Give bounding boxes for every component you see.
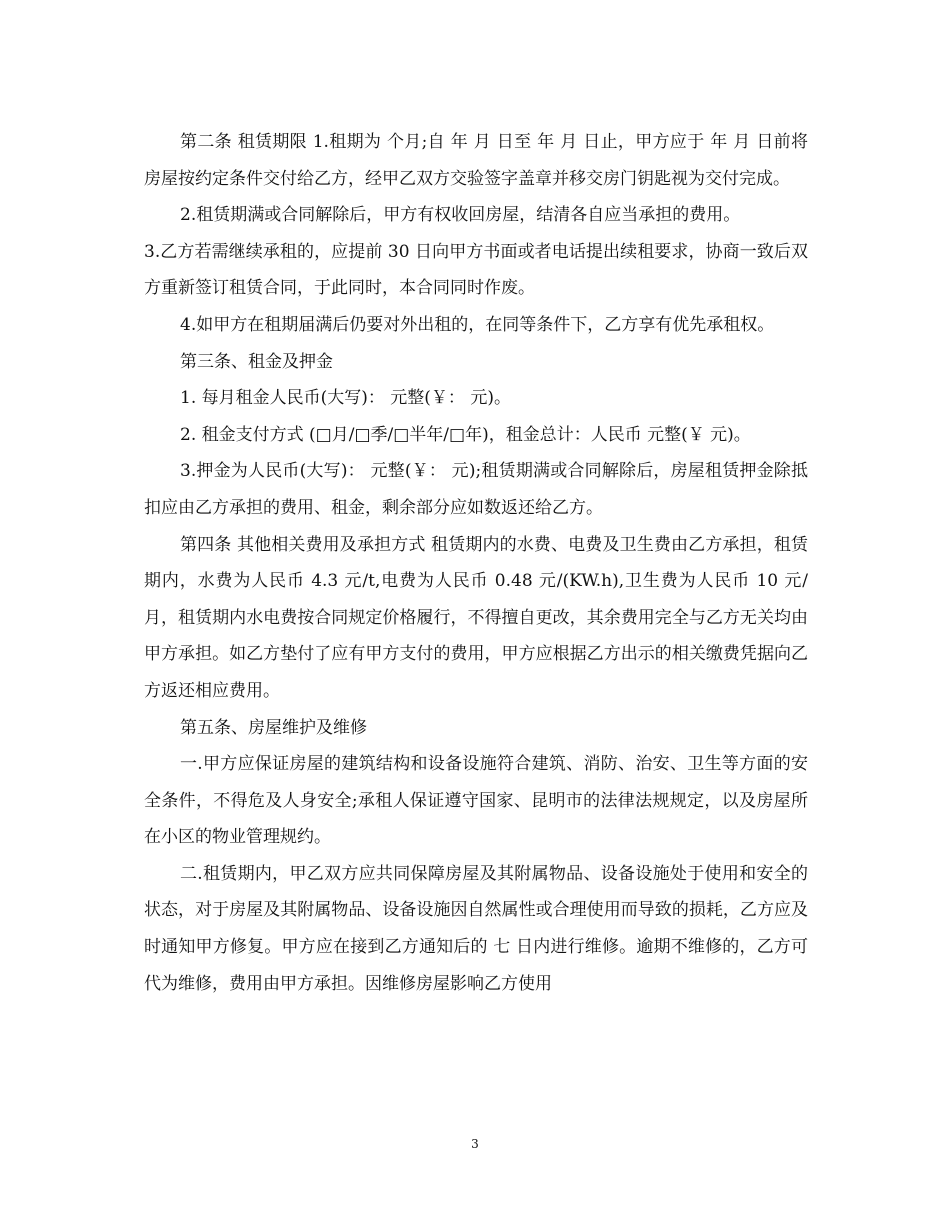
page-number: 3: [471, 1137, 479, 1151]
heading-article-3: 第三条、租金及押金: [180, 351, 333, 372]
paragraph-article-3-item-1: 1. 每月租金人民币(大写)： 元整(￥： 元)。: [180, 388, 511, 409]
paragraph-article-3-item-3: 3.押金为人民币(大写)： 元整(￥： 元);租赁期满或合同解除后，房屋租赁押金除抵扣应由乙方承担的费用、租金，剩余部分应如数返还给乙方。: [144, 461, 808, 518]
paragraph-article-2-term: 第二条 租赁期限 1.租期为 个月;自 年 月 日至 年 月 日止，甲方应于 年 月 日前将房屋按约定条件交付给乙方，经甲乙双方交验签字盖章并移交房门钥匙视为交付完成。: [144, 132, 808, 189]
paragraph-article-2-item-4: 4.如甲方在租期届满后仍要对外出租的，在同等条件下，乙方享有优先承租权。: [180, 314, 775, 335]
paragraph-article-2-item-2: 2.租赁期满或合同解除后，甲方有权收回房屋，结清各自应当承担的费用。: [180, 205, 741, 226]
paragraph-article-3-item-2: 2. 租金支付方式 (□月/□季/□半年/□年)，租金总计：人民币 元整(￥ 元)。: [180, 424, 751, 445]
paragraph-article-5-item-1: 一.甲方应保证房屋的建筑结构和设备设施符合建筑、消防、治安、卫生等方面的安全条件，不得危及人身安全;承租人保证遵守国家、昆明市的法律法规规定，以及房屋所在小区的物业管理规约。: [144, 754, 808, 848]
paragraph-article-4: 第四条 其他相关费用及承担方式 租赁期内的水费、电费及卫生费由乙方承担，租赁期内，水费为人民币 4.3 元/t,电费为人民币 0.48 元/(KW.h),卫生费为人民币 10 元/月，租赁期内水电费按合同规定价格履行，不得擅自更改，其余费用完全与乙方无关均由甲方承担。如乙方垫付了应有甲方支付的费用，甲方应根据乙方出示的相关缴费凭据向乙方返还相应费用。: [144, 534, 808, 701]
paragraph-article-5-item-2: 二.租赁期内，甲乙双方应共同保障房屋及其附属物品、设备设施处于使用和安全的状态，对于房屋及其附属物品、设备设施因自然属性或合理使用而导致的损耗，乙方应及时通知甲方修复。甲方应在接到乙方通知后的 七 日内进行维修。逾期不维修的，乙方可代为维修，费用由甲方承担。因维修房屋影响乙方使用: [144, 863, 808, 994]
document-body: [144, 124, 808, 1002]
heading-article-5: 第五条、房屋维护及维修: [180, 717, 367, 738]
paragraph-article-2-item-3: 3.乙方若需继续承租的，应提前 30 日向甲方书面或者电话提出续租要求，协商一致后双方重新签订租赁合同，于此同时，本合同同时作废。: [144, 241, 808, 299]
